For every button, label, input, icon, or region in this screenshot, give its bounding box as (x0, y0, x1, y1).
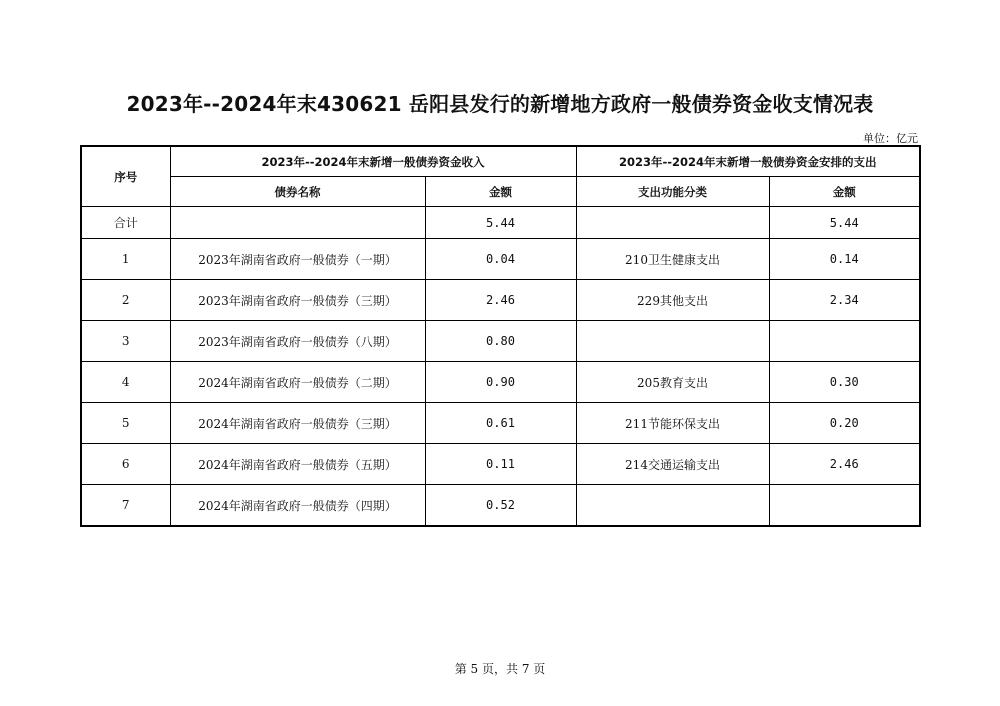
category-header: 支出功能分类 (576, 177, 769, 207)
page-footer: 第 5 页，共 7 页 (454, 662, 546, 676)
row-bond: 2023年湖南省政府一般债券（三期） (170, 280, 425, 321)
row-seq: 4 (81, 362, 170, 403)
table-row (81, 239, 920, 280)
row-amount2 (769, 485, 920, 527)
amount-header: 金额 (425, 177, 576, 207)
row-amount2: 0.30 (769, 362, 920, 403)
amount2-header: 金额 (769, 177, 920, 207)
total-amount: 5.44 (425, 207, 576, 239)
row-bond: 2024年湖南省政府一般债券（五期） (170, 444, 425, 485)
row-category: 210卫生健康支出 (576, 239, 769, 280)
row-category: 211节能环保支出 (576, 403, 769, 444)
row-amount2: 0.14 (769, 239, 920, 280)
row-category: 214交通运输支出 (576, 444, 769, 485)
table-row (81, 362, 920, 403)
row-amount: 0.80 (425, 321, 576, 362)
total-row (81, 207, 920, 239)
table-row (81, 444, 920, 485)
seq-header: 序号 (81, 146, 170, 207)
row-seq: 6 (81, 444, 170, 485)
row-amount: 0.90 (425, 362, 576, 403)
row-amount2: 2.34 (769, 280, 920, 321)
row-amount: 0.52 (425, 485, 576, 527)
header-row-1 (81, 146, 920, 177)
bond-name-header: 债券名称 (170, 177, 425, 207)
row-seq: 3 (81, 321, 170, 362)
header-row-2 (81, 177, 920, 207)
row-amount: 2.46 (425, 280, 576, 321)
row-bond: 2023年湖南省政府一般债券（八期） (170, 321, 425, 362)
table-row (81, 403, 920, 444)
expense-group-header: 2023年--2024年末新增一般债券资金安排的支出 (576, 146, 920, 177)
row-category: 229其他支出 (576, 280, 769, 321)
row-bond: 2024年湖南省政府一般债券（二期） (170, 362, 425, 403)
page-title: 2023年--2024年末430621 岳阳县发行的新增地方政府一般债券资金收支情况表 (126, 92, 874, 116)
row-bond: 2023年湖南省政府一般债券（一期） (170, 239, 425, 280)
row-category (576, 485, 769, 527)
bond-table (80, 145, 921, 527)
total-label: 合计 (81, 207, 170, 239)
row-amount2 (769, 321, 920, 362)
row-amount2: 2.46 (769, 444, 920, 485)
row-amount: 0.61 (425, 403, 576, 444)
table-row (81, 485, 920, 527)
row-amount: 0.04 (425, 239, 576, 280)
row-seq: 7 (81, 485, 170, 527)
table-row (81, 321, 920, 362)
row-seq: 2 (81, 280, 170, 321)
row-bond: 2024年湖南省政府一般债券（四期） (170, 485, 425, 527)
row-seq: 5 (81, 403, 170, 444)
unit-label: 单位：亿元 (863, 132, 918, 145)
row-amount2: 0.20 (769, 403, 920, 444)
row-bond: 2024年湖南省政府一般债券（三期） (170, 403, 425, 444)
row-category: 205教育支出 (576, 362, 769, 403)
income-group-header: 2023年--2024年末新增一般债券资金收入 (170, 146, 576, 177)
table-row (81, 280, 920, 321)
row-seq: 1 (81, 239, 170, 280)
total-bond (170, 207, 425, 239)
row-category (576, 321, 769, 362)
row-amount: 0.11 (425, 444, 576, 485)
total-category (576, 207, 769, 239)
total-amount2: 5.44 (769, 207, 920, 239)
